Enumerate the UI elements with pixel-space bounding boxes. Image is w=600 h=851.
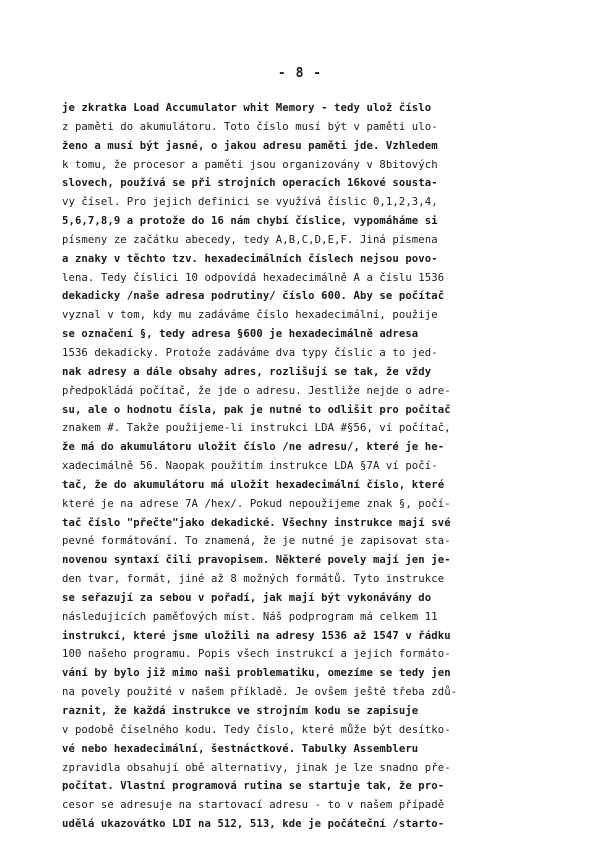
text-line: následujících paměťových míst. Náš podprogram má celkem 11 (62, 610, 438, 623)
text-line: ženo a musí být jasné, o jakou adresu paměti jde. Vzhledem (62, 139, 438, 152)
text-line: na povely použité v našem příkladě. Je ovšem ještě třeba zdů- (62, 686, 458, 699)
text-line: xadecimálně 56. Naopak použitím instrukce LDA §7A ví počí- (62, 460, 438, 473)
text-line: 1536 dekadicky. Protože zadáváme dva typy číslic a to jed- (62, 346, 438, 359)
text-line: 100 našeho programu. Popis všech instrukcí a jejich formáto- (62, 648, 451, 661)
text-line: znakem #. Takže použijeme-li instrukci LDA #§56, ví počítač, (62, 422, 451, 435)
page-number: - 8 - (277, 66, 323, 81)
text-line: se seřazují za sebou v pořadí, jak mají být vykonávány do (62, 591, 432, 604)
text-line: novenou syntaxí čili pravopisem. Některé povely mají jen je- (62, 554, 451, 567)
text-line: su, ale o hodnotu čísla, pak je nutné to odlišit pro počítač (62, 403, 451, 416)
text-line: 5,6,7,8,9 a protože do 16 nám chybí číslice, vypomáháme si (62, 215, 438, 228)
text-line: den tvar, formát, jiné až 8 možných formátů. Tyto instrukce (62, 573, 445, 586)
text-line: v podobě číselného kodu. Tedy číslo, které může být desítko- (62, 723, 451, 736)
text-line: že má do akumulátoru uložit číslo /ne adresu/, které je he- (62, 441, 445, 454)
text-line: dekadicky /naše adresa podrutiny/ číslo 600. Aby se počítač (62, 290, 445, 303)
text-line: předpokládá počítač, že jde o adresu. Jestliže nejde o adre- (62, 384, 451, 397)
text-line: pevné formátování. To znamená, že je nutné je zapisovat sta- (62, 535, 451, 548)
text-line: vé nebo hexadecimální, šestnáctkové. Tabulky Assembleru (62, 742, 419, 755)
text-line: tač, že do akumulátoru má uložit hexadecimální číslo, které (62, 478, 445, 491)
text-line: které je na adrese 7A /hex/. Pokud nepoužijeme znak §, počí- (62, 497, 451, 510)
text-line: se označení §, tedy adresa §600 je hexadecimálně adresa (62, 328, 419, 341)
text-line: lena. Tedy číslici 10 odpovídá hexadecimálně A a číslu 1536 (62, 271, 445, 284)
text-line: slovech, používá se při strojních operacích 16kové sousta- (62, 177, 438, 190)
text-line: z paměti do akumulátoru. Toto číslo musí být v paměti ulo- (62, 120, 438, 133)
text-line: písmeny ze začátku abecedy, tedy A,B,C,D,E,F. Jiná písmena (62, 233, 438, 246)
text-line: je zkratka Load Accumulator whit Memory - tedy ulož číslo (62, 102, 432, 114)
text-line: tač číslo "přečte"jako dekadické. Všechny instrukce mají své (62, 516, 451, 529)
text-line: počítat. Vlastní programová rutina se startuje tak, že pro- (62, 780, 445, 793)
text-line: vání by bylo již mimo naši problematiku, omezíme se tedy jen (62, 667, 451, 680)
text-line: a znaky v těchto tzv. hexadecimálních číslech nejsou povo- (62, 252, 438, 265)
text-line: zpravidla obsahují obě alternativy, jinak je lze snadno pře- (62, 761, 451, 774)
text-line: udělá ukazovátko LDI na 512, 513, kde je počáteční /starto- (62, 818, 445, 831)
text-line: nak adresy a dále obsahy adres, rozlišují se tak, že vždy (62, 365, 432, 378)
text-line: vyznal v tom, kdy mu zadáváme číslo hexadecimální, použije (62, 309, 438, 322)
text-line: vy čísel. Pro jejich definici se využívá číslic 0,1,2,3,4, (62, 196, 438, 209)
text-line: cesor se adresuje na startovací adresu - to v našem případě (62, 799, 445, 812)
text-line: instrukcí, které jsme uložili na adresy 1536 až 1547 v řádku (62, 629, 451, 642)
body-text (62, 99, 562, 834)
text-line: raznit, že každá instrukce ve strojním kodu se zapisuje (62, 705, 419, 717)
text-line: k tomu, že procesor a paměti jsou organizovány v 8bitových (62, 158, 438, 171)
